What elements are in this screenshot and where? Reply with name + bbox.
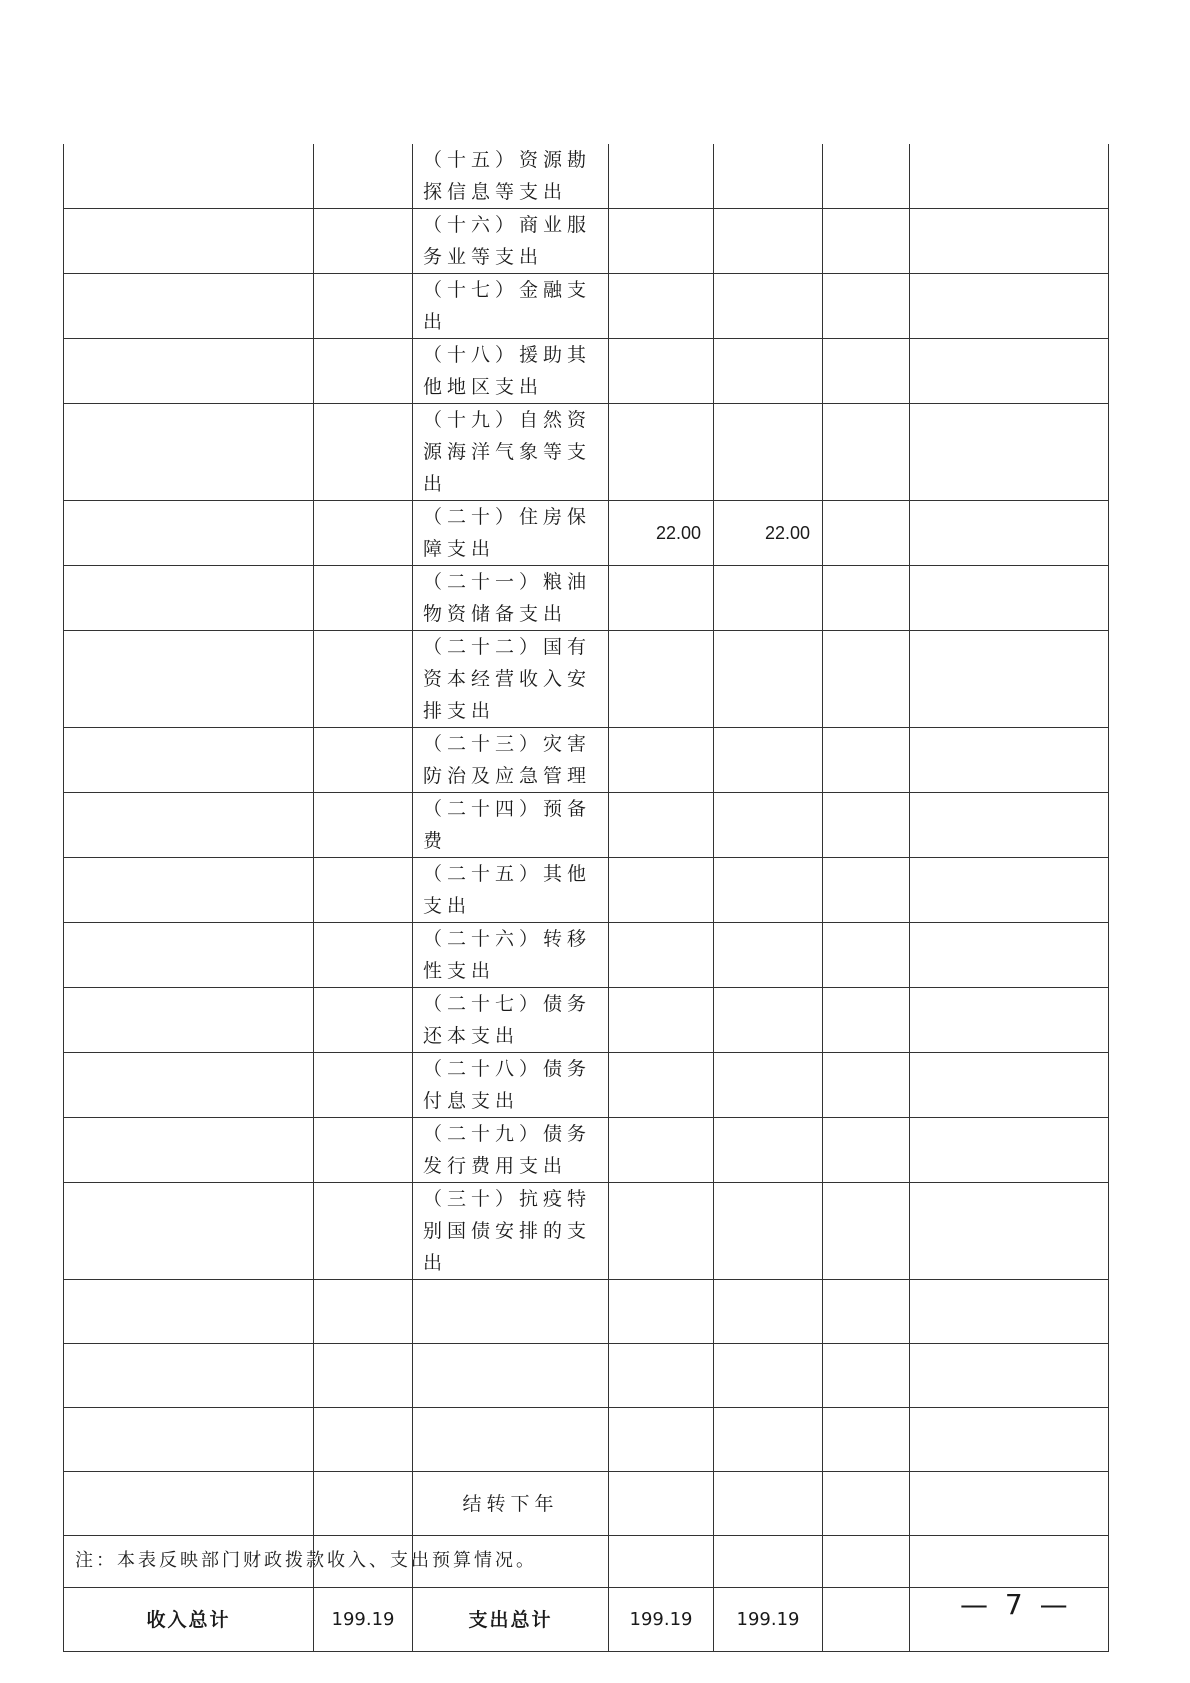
expense-item-label: （十六）商业服务业等支出 xyxy=(413,209,609,274)
table-row xyxy=(64,1408,1109,1472)
expense-item-label: （十七）金融支出 xyxy=(413,274,609,339)
expense-item-label: （二十七）债务还本支出 xyxy=(413,988,609,1053)
table-row xyxy=(64,209,1109,274)
expense-item-label: （二十二）国有资本经营收入安排支出 xyxy=(413,631,609,728)
expense-general-cell xyxy=(714,988,823,1053)
income-total-label: 收入总计 xyxy=(64,1588,314,1652)
table-row xyxy=(64,923,1109,988)
expense-general-cell xyxy=(714,404,823,501)
expense-item-label: （十五）资源勘探信息等支出 xyxy=(413,144,609,209)
expense-item-label: （二十五）其他支出 xyxy=(413,858,609,923)
table-row xyxy=(64,793,1109,858)
expense-item-label xyxy=(413,1280,609,1344)
expense-general-cell xyxy=(714,728,823,793)
table-row xyxy=(64,566,1109,631)
table-row xyxy=(64,988,1109,1053)
table-row xyxy=(64,1344,1109,1408)
carry-forward-row xyxy=(64,1472,1109,1536)
expense-total-cell xyxy=(609,793,714,858)
expense-general-cell xyxy=(714,631,823,728)
expense-general-cell xyxy=(714,566,823,631)
expense-item-label: （三十）抗疫特别国债安排的支出 xyxy=(413,1183,609,1280)
expense-total-cell xyxy=(609,1118,714,1183)
expense-total-cell xyxy=(609,1280,714,1344)
expense-general-cell: 22.00 xyxy=(714,501,823,566)
budget-table-body xyxy=(64,144,1109,1652)
expense-total-label: 支出总计 xyxy=(413,1588,609,1652)
table-row xyxy=(64,1280,1109,1344)
expense-general-cell xyxy=(714,858,823,923)
expense-item-label: （十九）自然资源海洋气象等支出 xyxy=(413,404,609,501)
expense-item-label: （二十）住房保障支出 xyxy=(413,501,609,566)
table-row xyxy=(64,144,1109,209)
expense-item-label: （二十四）预备费 xyxy=(413,793,609,858)
expense-general-cell xyxy=(714,923,823,988)
table-row xyxy=(64,631,1109,728)
table-row xyxy=(64,274,1109,339)
table-row xyxy=(64,339,1109,404)
table-row xyxy=(64,1183,1109,1280)
expense-item-label: （二十九）债务发行费用支出 xyxy=(413,1118,609,1183)
expense-total-cell xyxy=(609,144,714,209)
table-row xyxy=(64,501,1109,566)
expense-total-cell xyxy=(609,1408,714,1472)
expense-general-cell xyxy=(714,1053,823,1118)
expense-item-label xyxy=(413,1344,609,1408)
expense-general-cell xyxy=(714,144,823,209)
expense-item-label xyxy=(413,1408,609,1472)
expense-total-cell xyxy=(609,988,714,1053)
budget-table-container xyxy=(63,144,1108,1652)
expense-item-label: （十八）援助其他地区支出 xyxy=(413,339,609,404)
expense-general-cell xyxy=(714,339,823,404)
table-row xyxy=(64,404,1109,501)
expense-general-cell xyxy=(714,793,823,858)
expense-general-total-value: 199.19 xyxy=(714,1588,823,1652)
expense-item-label: （二十一）粮油物资储备支出 xyxy=(413,566,609,631)
table-row xyxy=(64,728,1109,793)
expense-general-cell xyxy=(714,1280,823,1344)
table-row xyxy=(64,1118,1109,1183)
expense-total-cell xyxy=(609,404,714,501)
page-number: — 7 — xyxy=(960,1588,1072,1621)
income-total-value: 199.19 xyxy=(314,1588,413,1652)
expense-total-cell xyxy=(609,1344,714,1408)
table-row xyxy=(64,858,1109,923)
expense-item-label: （二十六）转移性支出 xyxy=(413,923,609,988)
expense-general-cell xyxy=(714,209,823,274)
expense-general-cell xyxy=(714,1183,823,1280)
expense-total-cell xyxy=(609,631,714,728)
expense-item-label: （二十八）债务付息支出 xyxy=(413,1053,609,1118)
expense-total-cell xyxy=(609,1053,714,1118)
expense-total-cell xyxy=(609,566,714,631)
expense-general-cell xyxy=(714,1408,823,1472)
expense-total-cell xyxy=(609,274,714,339)
table-footnote: 注：本表反映部门财政拨款收入、支出预算情况。 xyxy=(75,1550,537,1571)
expense-total-cell xyxy=(609,1183,714,1280)
totals-row xyxy=(64,1588,1109,1652)
expense-general-cell xyxy=(714,1344,823,1408)
expense-item-label: （二十三）灾害防治及应急管理 xyxy=(413,728,609,793)
expense-total-cell xyxy=(609,209,714,274)
table-row xyxy=(64,1053,1109,1118)
expense-total-cell: 22.00 xyxy=(609,501,714,566)
expense-general-cell xyxy=(714,274,823,339)
expense-total-cell xyxy=(609,339,714,404)
expense-general-cell xyxy=(714,1118,823,1183)
expense-total-cell xyxy=(609,728,714,793)
expense-total-cell xyxy=(609,923,714,988)
expense-total-value: 199.19 xyxy=(609,1588,714,1652)
expense-total-cell xyxy=(609,858,714,923)
budget-table xyxy=(63,144,1109,1652)
carry-forward-label: 结转下年 xyxy=(413,1472,609,1536)
